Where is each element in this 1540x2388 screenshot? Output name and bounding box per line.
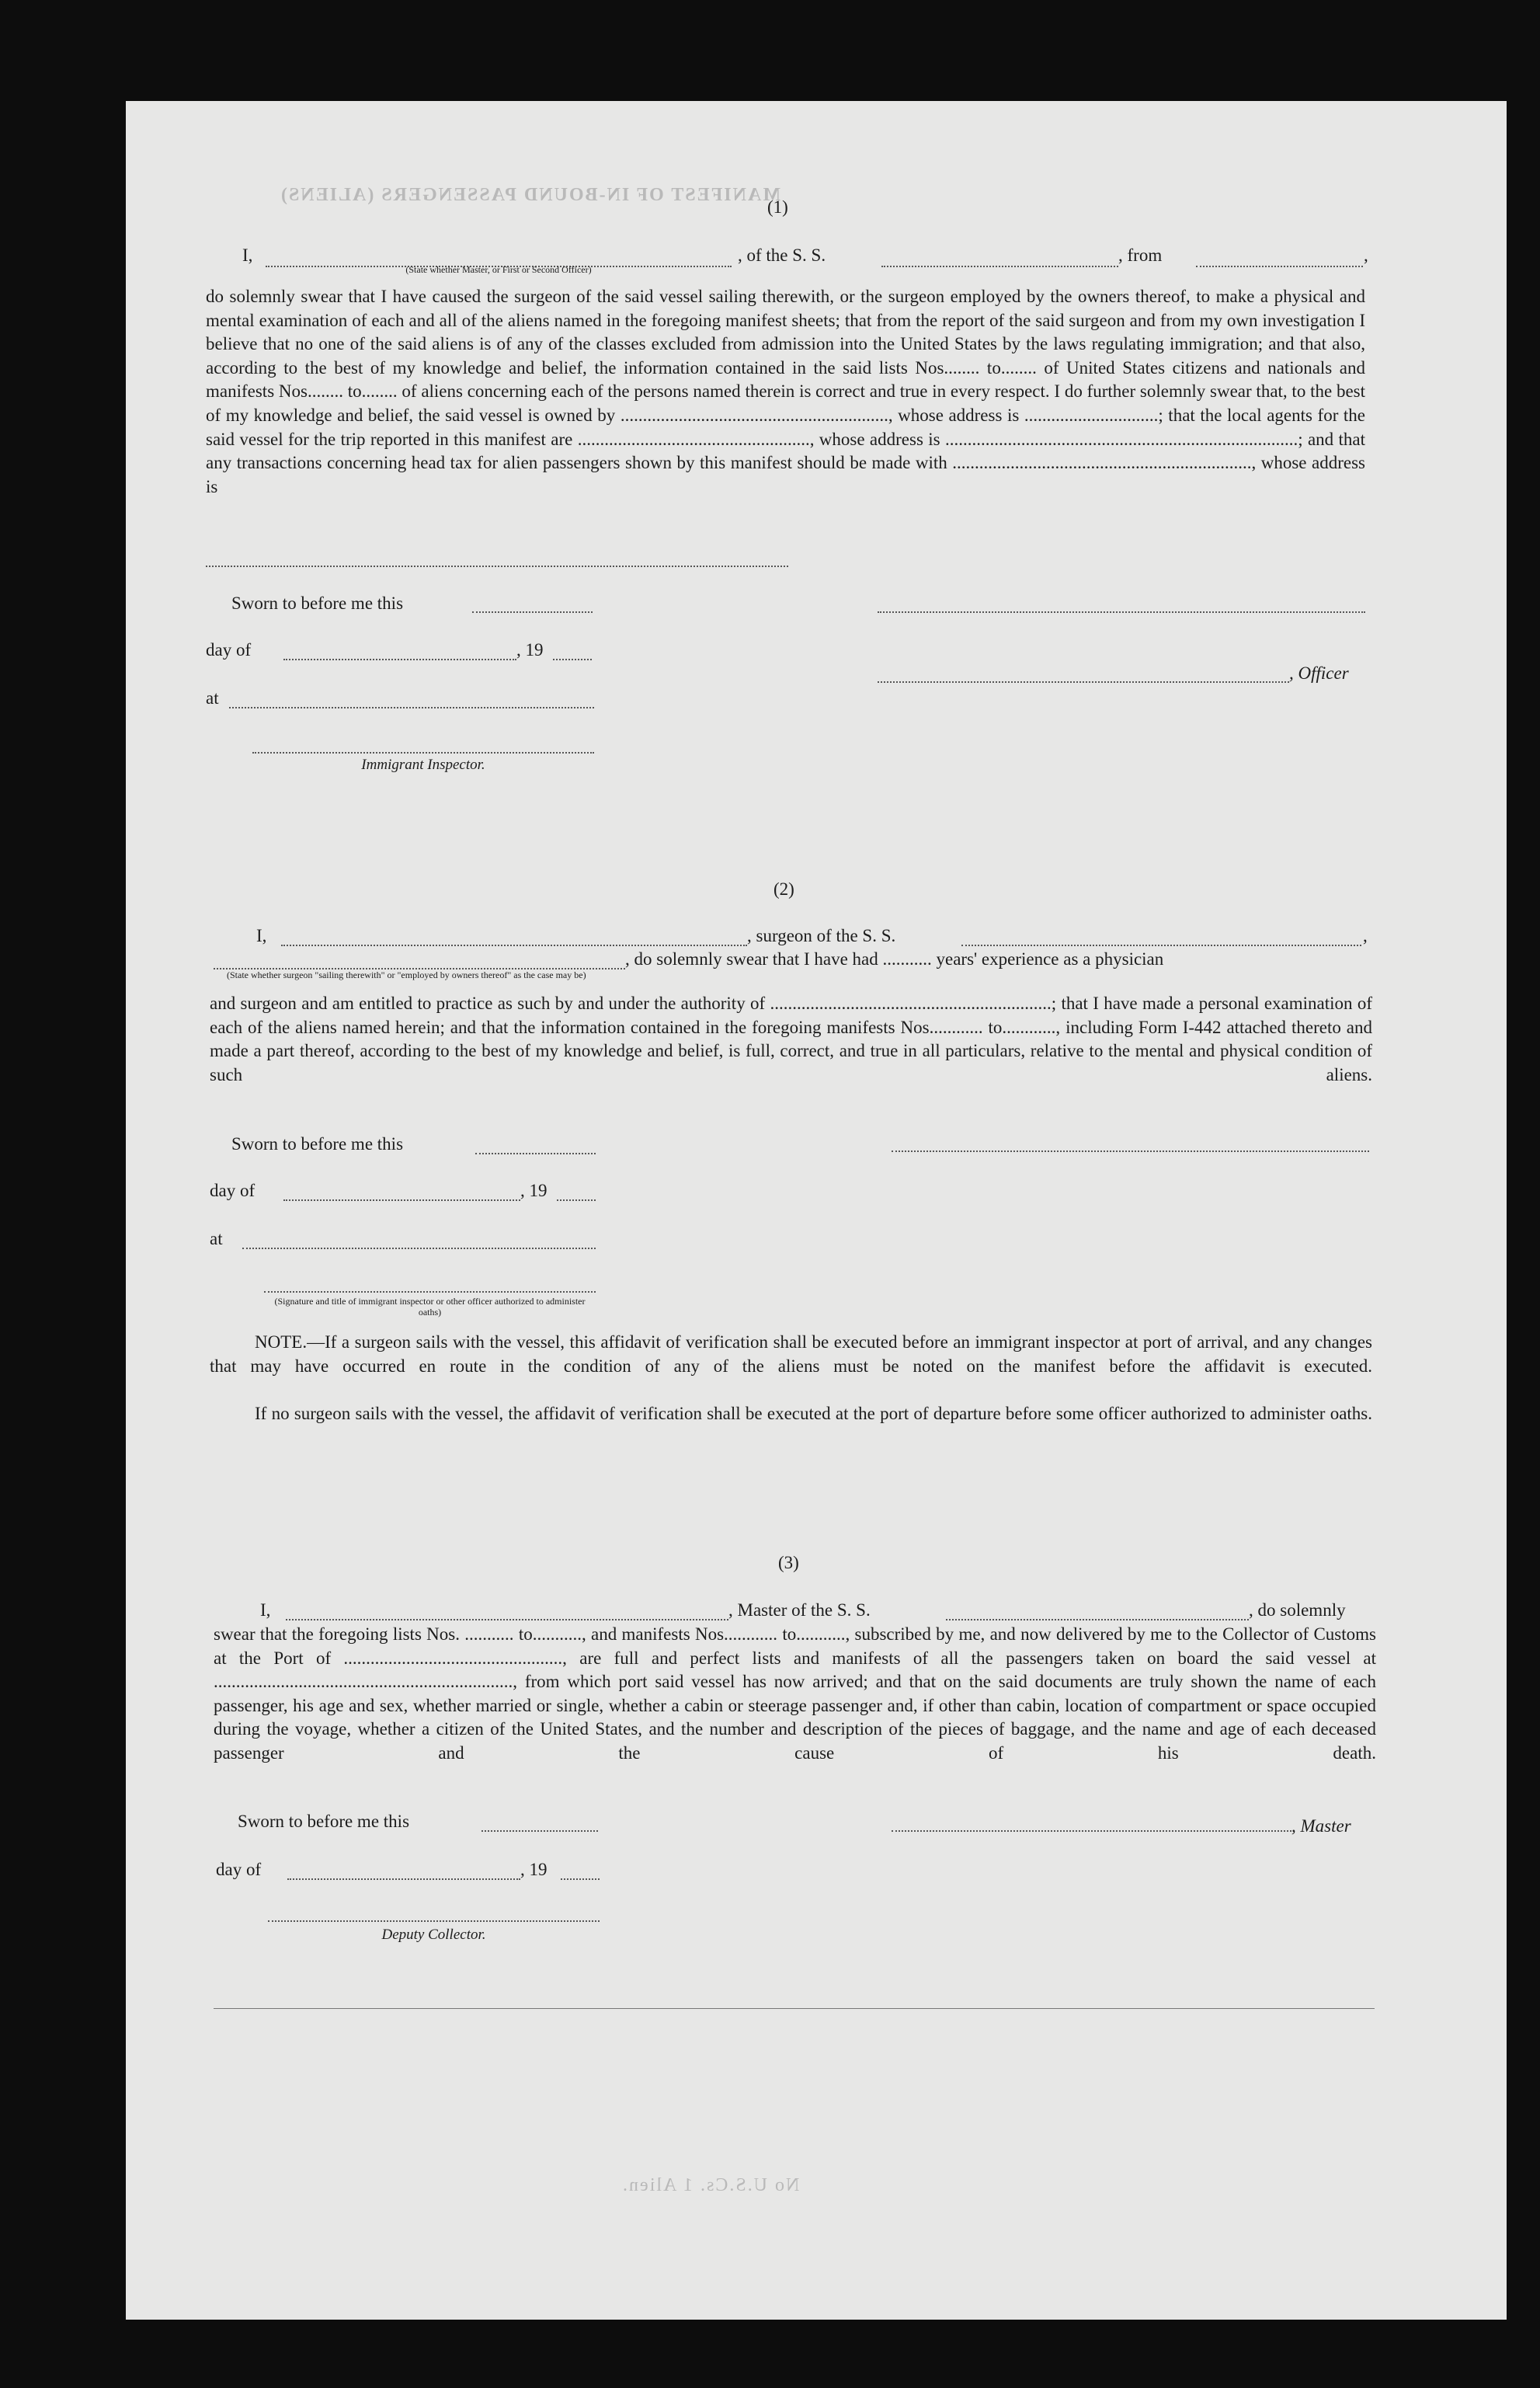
sworn-date-line-2	[475, 1153, 596, 1154]
vessel-name-line	[881, 266, 1118, 267]
surgeon-vessel-line	[961, 945, 1361, 946]
section-2-body	[210, 992, 1372, 1087]
section-3-body-text: swear that the foregoing lists Nos. ........... to..........., and manifests Nos............ to..........., subscribed by me, and now delivered by me to the Collector of Customs at the Port of ................................................., are full and perfect lists and manifests of all the passengers taken on board the said vessel at ..................................................................., from which port said vessel has now arrived; and that on the said documents are truly shown the name of each passenger, his age and sex, whether married or single, whether a cabin or steerage passenger and, if other than cabin, location of compartment or space occupied during the voyage, whether a citizen of the United States, and the number and description of the pieces of baggage, and the name and age of each deceased passenger and the cause of his death.	[214, 1624, 1376, 1763]
section-3-body	[214, 1623, 1376, 1766]
sworn-label-2: Sworn to before me this	[231, 1134, 404, 1154]
day-of-label-3: day of	[216, 1860, 262, 1879]
collector-sig-line	[268, 1920, 600, 1922]
sig-title-line	[264, 1291, 596, 1293]
section-1-body-text: do solemnly swear that I have caused the surgeon of the said vessel sailing therewith, or the surgeon employed by the owners thereof, to make a physical and mental examination of each and all of the aliens named in the foregoing manifest sheets; that from the report of the said surgeon and from my own investigation I believe that no one of the said aliens is of any of the classes excluded from admission into the United States by the laws regulating immigration; and that also, according to the best of my knowledge and belief, the information contained in the said lists Nos........ to........ of United States citizens and nationals and manifests Nos........ to........ of aliens concerning each of the persons named therein is correct and true in every respect. I do further solemnly swear that, to the best of my knowledge and belief, the said vessel is owned by ............................................................, whose address is ..............................; that the local agents for the said vessel for the trip reported in this manifest are ...................................................., whose address is ...............................................................................; and that any transactions concerning head tax for alien passengers shown by this manifest should be made with ..................................................................., whose address is	[206, 287, 1365, 496]
officer-caption: (State whether Master, or First or Second Officer)	[405, 264, 592, 275]
section-1-i: I,	[242, 245, 253, 265]
surgeon-name-line	[281, 945, 747, 946]
section-3-i: I,	[260, 1600, 271, 1620]
bleed-through-title: MANIFEST OF IN-BOUND PASSENGERS (ALIENS)	[280, 185, 780, 205]
note-paragraph-2	[210, 1402, 1372, 1426]
surgeon-sig-line	[892, 1150, 1369, 1152]
sworn-label-3: Sworn to before me this	[238, 1812, 410, 1831]
sig-title-caption-text: (Signature and title of immigrant inspector or other officer authorized to administer oaths)	[274, 1296, 586, 1318]
note-text: NOTE.—If a surgeon sails with the vessel, this affidavit of verification shall be executed before an immigrant inspector at port of arrival, and any changes that may have occurred en route in the condition of any of the aliens must be noted on the manifest before the affidavit is executed.	[210, 1332, 1372, 1376]
day-of-label-2: day of	[210, 1181, 256, 1200]
year-label-2: , 19	[520, 1181, 548, 1200]
at-label-1: at	[206, 688, 219, 708]
note-paragraph	[210, 1331, 1372, 1378]
sworn-label-1: Sworn to before me this	[231, 594, 404, 613]
sworn-date-line-3	[481, 1830, 598, 1832]
at-line-1	[229, 707, 594, 708]
officer-sig-line-top	[878, 611, 1365, 613]
inspector-label: Immigrant Inspector.	[361, 757, 485, 773]
collector-label: Deputy Collector.	[381, 1927, 486, 1943]
section-1-vessel-label: , of the S. S.	[738, 245, 826, 265]
surgeon-label: , surgeon of the S. S.	[747, 926, 896, 945]
from-port-line	[1196, 266, 1363, 267]
section-1-number: (1)	[767, 197, 788, 217]
bleed-through-footer: No U.S.Cs. 1 Alien.	[621, 2175, 800, 2195]
section-1-from-label: , from	[1118, 245, 1163, 265]
master-vessel-line	[946, 1619, 1249, 1620]
sig-title-caption	[264, 1296, 596, 1318]
master-of-label: , Master of the S. S.	[728, 1600, 871, 1620]
year-label-1: , 19	[516, 640, 544, 660]
day-of-label-1: day of	[206, 640, 252, 660]
day-of-line-3	[287, 1878, 520, 1880]
day-of-line-1	[283, 659, 516, 660]
bottom-rule	[214, 2008, 1375, 2009]
section-2-end-comma: ,	[1363, 926, 1368, 945]
section-2-body-text: and surgeon and am entitled to practice as such by and under the authority of ...............................................................; that I have made a personal examination of each of the aliens named herein; and that the information contained in the foregoing manifests Nos............ to............, including Form I-442 attached thereto and made a part thereof, according to the best of my knowledge and belief, is full, correct, and true in all particulars, relative to the mental and physical condition of such aliens.	[210, 994, 1372, 1084]
year-line-1	[553, 659, 592, 660]
at-label-2: at	[210, 1229, 223, 1248]
section-3-number: (3)	[778, 1553, 799, 1572]
section-1-end-comma: ,	[1364, 245, 1368, 265]
surgeon-caption: (State whether surgeon "sailing therewith" or "employed by owners thereof" as the case may be)	[227, 969, 586, 980]
day-of-line-2	[283, 1199, 520, 1201]
section-1-body	[206, 285, 1365, 499]
officer-sig-line	[878, 681, 1289, 683]
at-line-2	[242, 1248, 596, 1249]
master-sig-line	[892, 1830, 1291, 1832]
section-2-line2: , do solemnly swear that I have had ........... years' experience as a physician	[625, 949, 1164, 969]
master-label: , Master	[1291, 1816, 1351, 1836]
year-line-2	[557, 1199, 596, 1201]
section-2-i: I,	[256, 926, 267, 945]
address-line	[206, 566, 788, 567]
year-line-3	[561, 1878, 600, 1880]
officer-label: , Officer	[1289, 663, 1349, 683]
year-label-3: , 19	[520, 1860, 548, 1879]
sworn-date-line-1	[472, 611, 593, 613]
master-name-line	[286, 1619, 728, 1620]
note-text-2: If no surgeon sails with the vessel, the affidavit of verification shall be executed at the port of departure before some officer authorized to administer oaths.	[255, 1404, 1372, 1423]
section-2-number: (2)	[773, 879, 794, 899]
solemnly-label: , do solemnly	[1249, 1600, 1346, 1620]
